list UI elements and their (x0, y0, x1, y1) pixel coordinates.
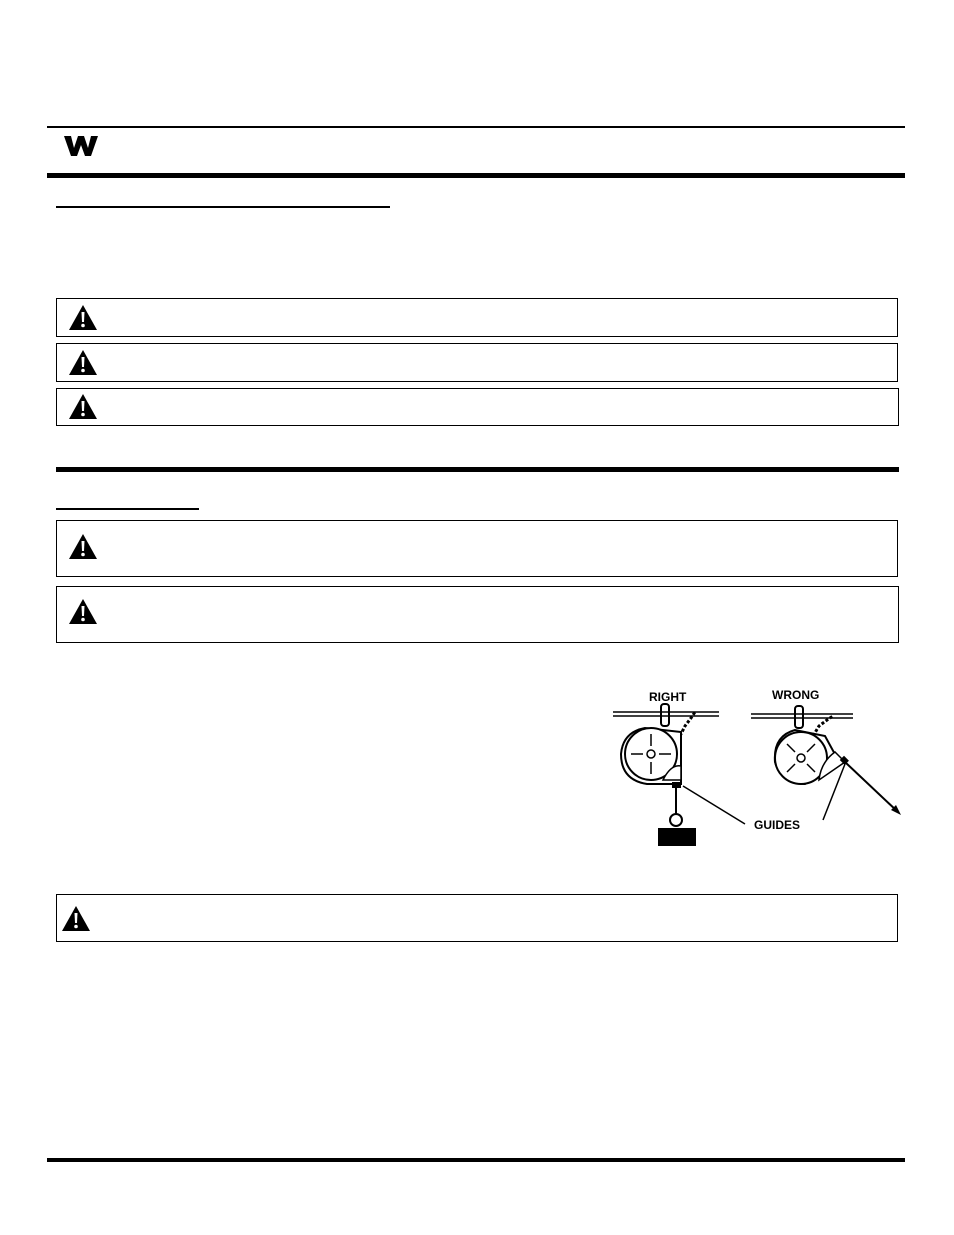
warning-box (56, 894, 898, 942)
wrong-label: WRONG (772, 688, 820, 702)
warning-triangle-icon (68, 598, 98, 625)
footer-rule (47, 1158, 905, 1162)
warning-triangle-icon (68, 304, 98, 331)
warning-triangle-icon (68, 393, 98, 420)
header-bottom-rule (47, 173, 905, 178)
section1-heading-underline (56, 206, 390, 208)
warning-box (56, 298, 898, 337)
balancer-figure (605, 684, 905, 854)
right-label: RIGHT (649, 690, 687, 704)
warning-box (56, 388, 899, 426)
warning-triangle-icon (61, 905, 91, 932)
warning-box (56, 586, 899, 643)
brand-logo (64, 134, 98, 158)
warning-triangle-icon (68, 349, 98, 376)
guides-label: GUIDES (754, 818, 801, 832)
warning-triangle-icon (68, 533, 98, 560)
warning-box (56, 520, 898, 577)
section-divider-rule (56, 467, 899, 472)
section2-heading-underline (56, 508, 199, 510)
warning-box (56, 343, 898, 382)
header-top-rule (47, 126, 905, 128)
